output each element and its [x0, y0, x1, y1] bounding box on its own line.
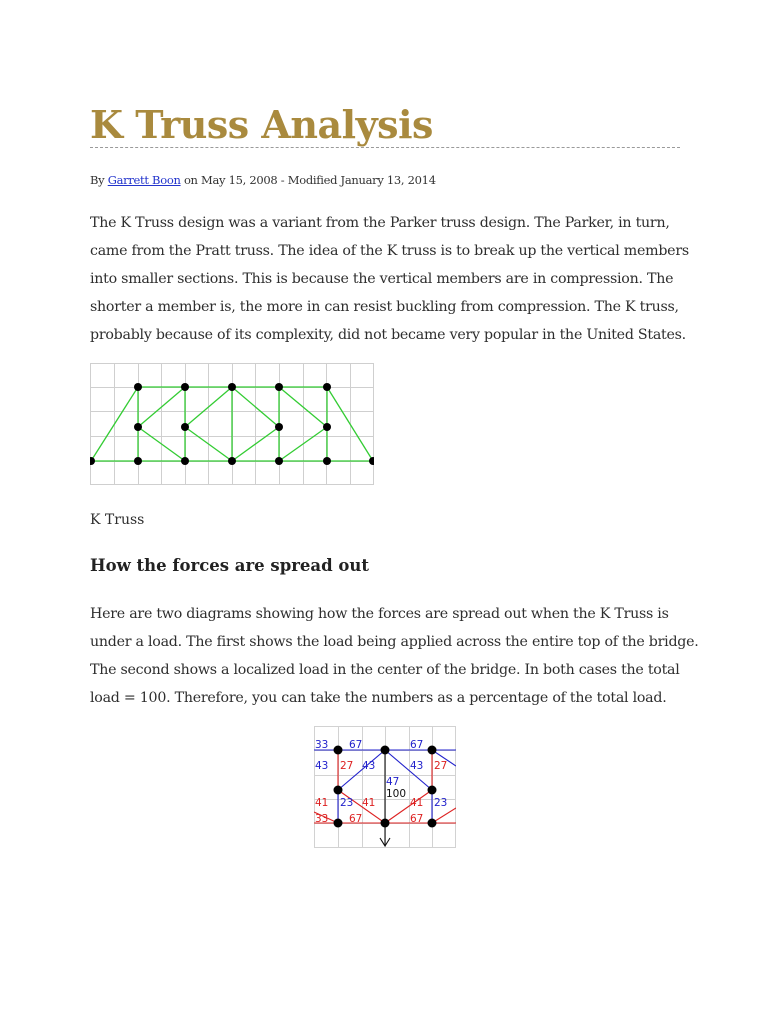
- label-diag-lower-mid: 41: [362, 797, 376, 809]
- label-diag-lower-left: 41: [315, 797, 329, 809]
- force-distribution-diagram: [314, 726, 456, 848]
- byline-dates: on May 15, 2008 - Modified January 13, 2014: [183, 173, 436, 187]
- label-diag-lower-right: 41: [410, 797, 424, 809]
- intro-paragraph: The K Truss design was a variant from the Parker truss design. The Parker, in turn, came from the Pratt truss. The idea of the K truss is to break up the vertical members into smaller sections. This is because the vertical members are in compression. The shorter a member is, the more in can resist buckling from compression. The K truss, probably because of its complexity, did not became very popular in the United States.: [90, 215, 689, 343]
- label-load: 100: [386, 788, 407, 800]
- label-top-mid-left: 67: [349, 739, 363, 751]
- label-bottom-left: 33: [315, 813, 329, 825]
- figure-caption: K Truss: [90, 512, 145, 528]
- k-truss-diagram: [90, 363, 374, 485]
- title-divider: [90, 147, 680, 148]
- label-vert-lower-right: 23: [434, 797, 448, 809]
- label-diag-upper-right: 43: [410, 760, 424, 772]
- label-vert-upper-right: 27: [434, 760, 448, 772]
- label-top-mid-right: 67: [410, 739, 424, 751]
- byline: [90, 173, 436, 187]
- label-bottom-mid-right: 67: [410, 813, 424, 825]
- label-vert-lower-left: 23: [340, 797, 354, 809]
- label-bottom-mid-left: 67: [349, 813, 363, 825]
- label-center-vert: 47: [386, 776, 400, 788]
- label-top-left: 33: [315, 739, 329, 751]
- page-title: K Truss Analysis: [90, 102, 433, 147]
- label-diag-upper-left: 43: [315, 760, 329, 772]
- author-link[interactable]: Garrett Boon: [107, 173, 181, 187]
- truss-members: [91, 387, 373, 461]
- section-heading: How the forces are spread out: [90, 556, 370, 575]
- label-diag-upper-mid: 43: [362, 760, 376, 772]
- byline-prefix: By: [90, 173, 105, 187]
- section-paragraph: Here are two diagrams showing how the forces are spread out when the K Truss is under a load. The first shows the load being applied across the entire top of the bridge. The second shows a localized load in the center of the bridge. In both cases the total load = 100. Therefore, you can take the numbers as a percentage of the total load.: [90, 606, 699, 706]
- label-vert-upper-left: 27: [340, 760, 354, 772]
